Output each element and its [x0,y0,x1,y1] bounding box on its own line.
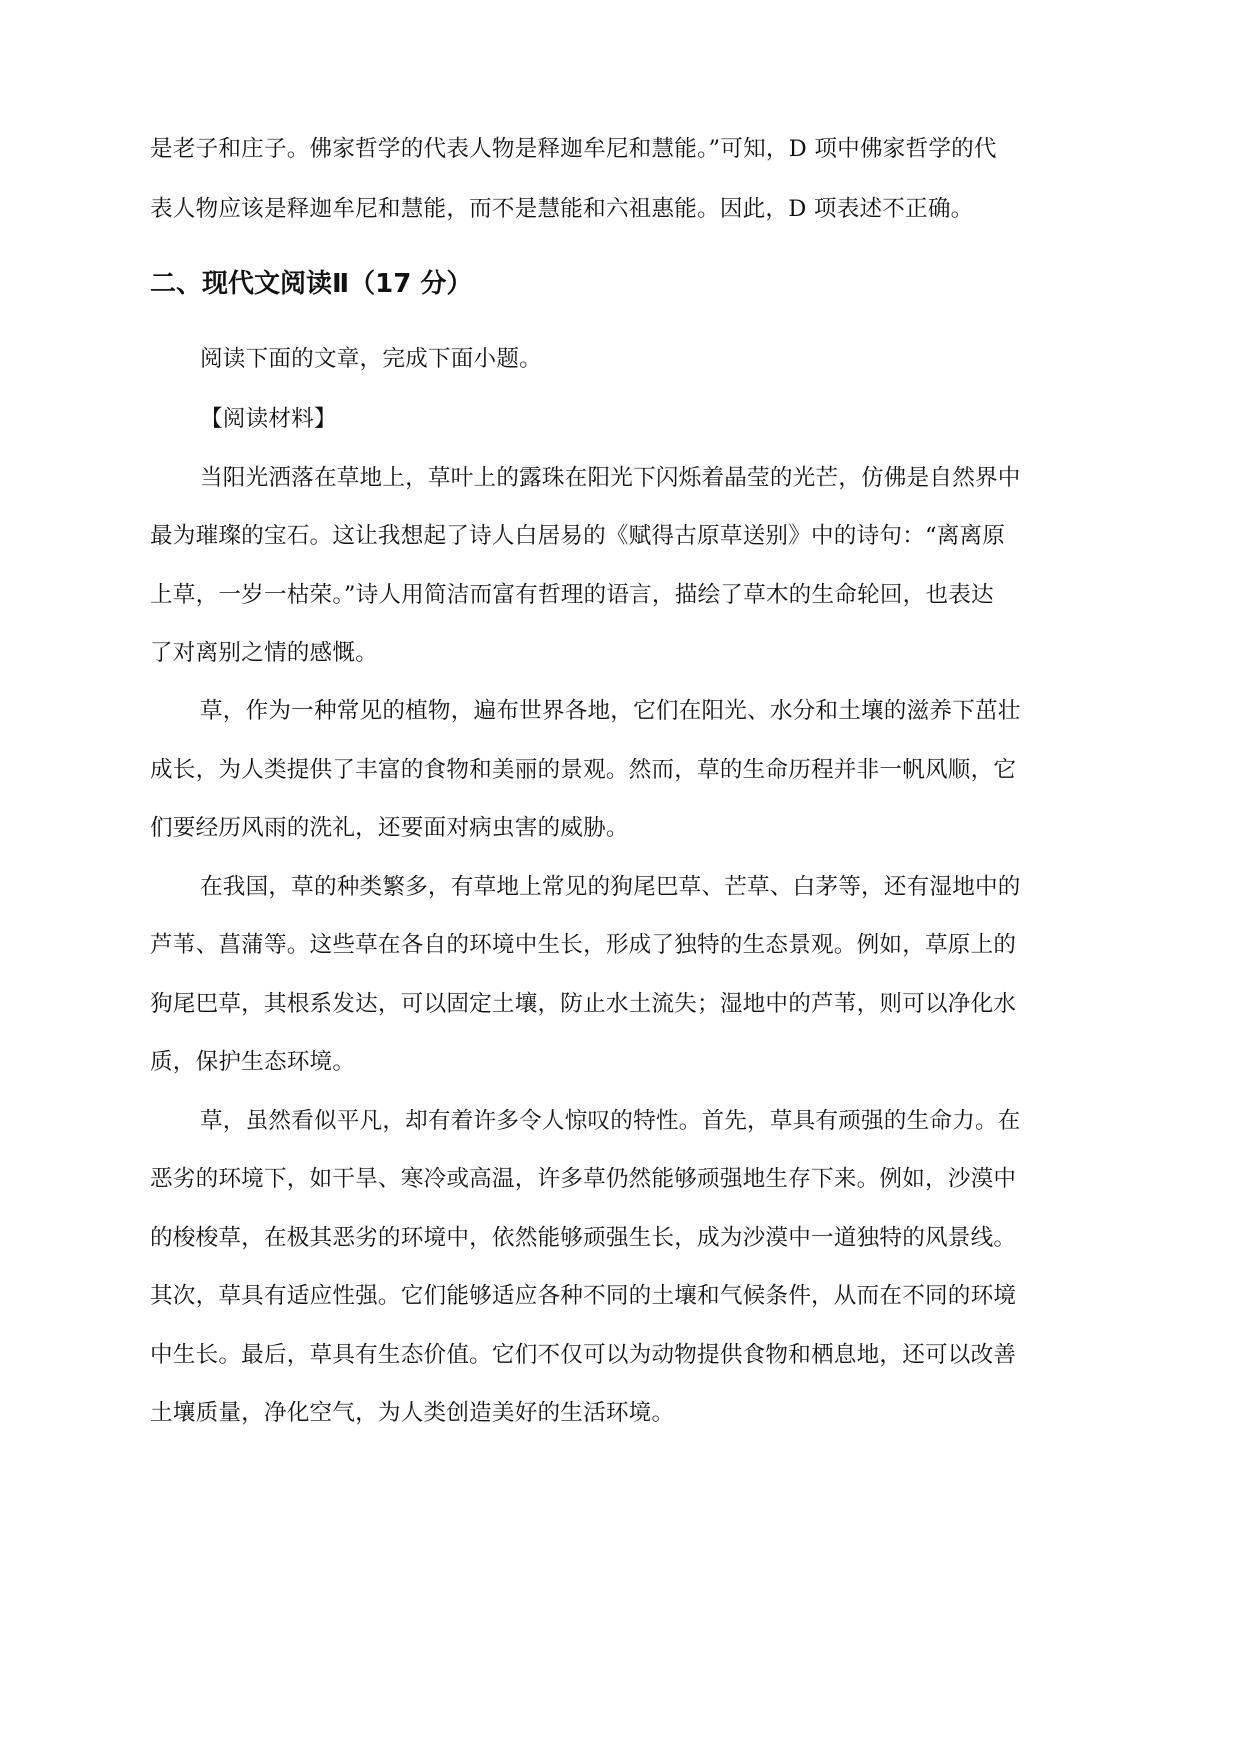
prev-answer-line-2: 表人物应该是释迦牟尼和慧能，而不是慧能和六祖惠能。因此，D 项表述不正确。 [150,196,974,222]
paragraph-3-line-3: 狗尾巴草，其根系发达，可以固定土壤，防止水土流失；湿地中的芦苇，则可以净化水 [150,991,1017,1017]
paragraph-4-line-5: 中生长。最后，草具有生态价值。它们不仅可以为动物提供食物和栖息地，还可以改善 [150,1342,1017,1368]
paragraph-3-line-2: 芦苇、菖蒲等。这些草在各自的环境中生长，形成了独特的生态景观。例如，草原上的 [150,932,1017,958]
instruction: 阅读下面的文章，完成下面小题。 [200,346,542,372]
paragraph-2-line-3: 们要经历风雨的洗礼，还要面对病虫害的威胁。 [150,815,629,841]
paragraph-1-line-4: 了对离别之情的感慨。 [150,640,378,666]
paragraph-4-line-2: 恶劣的环境下，如干旱、寒冷或高温，许多草仍然能够顽强地生存下来。例如，沙漠中 [150,1166,1017,1192]
paragraph-1-line-1: 当阳光洒落在草地上，草叶上的露珠在阳光下闪烁着晶莹的光芒，仿佛是自然界中 [200,465,1021,491]
material-label: 【阅读材料】 [200,406,337,432]
paragraph-1-line-3: 上草，一岁一枯荣。”诗人用简洁而富有哲理的语言，描绘了草木的生命轮回，也表达 [150,582,994,608]
paragraph-4-line-6: 土壤质量，净化空气，为人类创造美好的生活环境。 [150,1400,675,1426]
paragraph-4-line-3: 的梭梭草，在极其恶劣的环境中，依然能够顽强生长，成为沙漠中一道独特的风景线。 [150,1225,1017,1251]
paragraph-3-line-4: 质，保护生态环境。 [150,1049,356,1075]
paragraph-1-line-2: 最为璀璨的宝石。这让我想起了诗人白居易的《赋得古原草送别》中的诗句：“离离原 [150,523,1006,549]
section-title: 二、现代文阅读Ⅱ（17 分） [150,269,473,299]
paragraph-4-line-4: 其次，草具有适应性强。它们能够适应各种不同的土壤和气候条件，从而在不同的环境 [150,1283,1017,1309]
paragraph-3-line-1: 在我国，草的种类繁多，有草地上常见的狗尾巴草、芒草、白茅等，还有湿地中的 [200,874,1021,900]
paragraph-2-line-1: 草，作为一种常见的植物，遍布世界各地，它们在阳光、水分和土壤的滋养下茁壮 [200,698,1021,724]
paragraph-4-line-1: 草，虽然看似平凡，却有着许多令人惊叹的特性。首先，草具有顽强的生命力。在 [200,1108,1021,1134]
prev-answer-line-1: 是老子和庄子。佛家哲学的代表人物是释迦牟尼和慧能。”可知，D 项中佛家哲学的代 [150,136,997,162]
paragraph-2-line-2: 成长，为人类提供了丰富的食物和美丽的景观。然而，草的生命历程并非一帆风顺，它 [150,757,1017,783]
